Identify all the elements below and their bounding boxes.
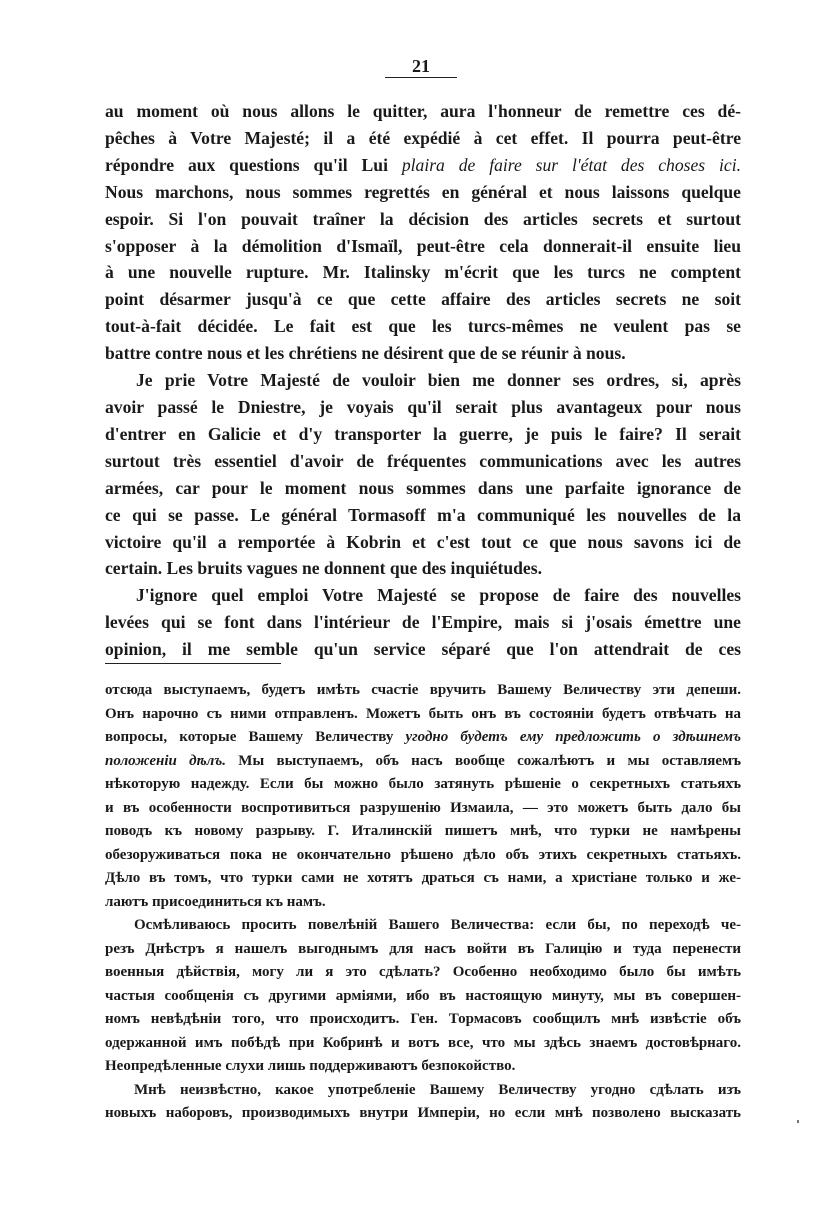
text-line <box>105 773 741 797</box>
french-paragraph <box>105 582 741 663</box>
text-line <box>105 679 741 703</box>
text-segment: отсюда выступаемъ, будетъ имѣть счастіе вручить Вашему Величеству эти депеши. <box>105 682 741 698</box>
text-line <box>105 152 741 179</box>
text-segment: новыхъ наборовъ, производимыхъ внутри Имперіи, но если мнѣ позволено высказать <box>105 1105 741 1121</box>
text-line <box>105 636 741 663</box>
french-paragraph <box>105 98 741 367</box>
text-line <box>105 233 741 260</box>
text-segment: лаютъ присоединиться къ намъ. <box>105 893 326 910</box>
text-line <box>105 820 741 844</box>
page-number: 21 <box>385 56 457 78</box>
text-segment: резъ Днѣстръ я нашелъ выгоднымъ для насъ войти въ Галицію и туда перенести <box>105 940 741 957</box>
text-segment: avoir passé le Dniestre, je voyais qu'il serait plus avantageux pour nous <box>105 396 741 417</box>
text-line <box>105 938 741 962</box>
text-segment: pêches à Votre Majesté; il a été expédié à cet effet. Il pourra peut-être <box>105 127 741 148</box>
text-segment: Мы выступаемъ, объ насъ вообще сожалѣютъ и мы оставляемъ <box>225 752 741 769</box>
text-segment: répondre aux questions qu'il Lui <box>105 154 402 175</box>
russian-paragraph <box>105 914 741 1079</box>
text-line <box>105 726 741 750</box>
italic-text: угодно будетъ ему предложить о здѣшнемъ <box>405 729 741 745</box>
text-segment: au moment où nous allons le quitter, aura l'honneur de remettre ces dé- <box>105 101 741 121</box>
text-line <box>105 475 741 502</box>
text-segment: opinion, il me semble qu'un service séparé que l'on attendrait de ces <box>105 639 741 660</box>
text-line <box>105 555 741 582</box>
text-segment: point désarmer jusqu'à ce que cette affaire des articles secrets ne soit <box>105 289 741 310</box>
russian-paragraph <box>105 679 741 914</box>
text-segment: battre contre nous et les chrétiens ne désirent que de se réunir à nous. <box>105 343 626 364</box>
footnote-separator <box>105 663 281 664</box>
text-line <box>105 286 741 313</box>
text-line <box>105 1079 741 1103</box>
text-segment: поводъ къ новому разрыву. Г. Италинскій пишетъ мнѣ, что турки не намѣрены <box>105 823 741 839</box>
text-line <box>105 750 741 774</box>
text-line <box>105 502 741 529</box>
text-segment: Мнѣ неизвѣстно, какое употребленіе Вашему Величеству угодно сдѣлать изъ <box>134 1081 741 1098</box>
text-segment: нѣкоторую надежду. Если бы можно было затянуть рѣшеніе о секретныхъ статьяхъ <box>105 776 741 792</box>
italic-text: plaira de faire sur l'état des choses ici. <box>401 154 741 175</box>
text-line <box>105 914 741 938</box>
text-line <box>105 1032 741 1056</box>
text-segment: levées qui se font dans l'intérieur de l'Empire, mais si j'osais émettre une <box>105 612 741 633</box>
french-paragraph <box>105 367 741 582</box>
text-line <box>105 1008 741 1032</box>
text-line <box>105 98 741 125</box>
text-line <box>105 1055 741 1079</box>
text-segment: surtout très essentiel d'avoir de fréquentes communications avec les autres <box>105 450 741 471</box>
text-line <box>105 448 741 475</box>
text-segment: s'opposer à la démolition d'Ismaïl, peut-être cela donnerait-il ensuite lieu <box>105 235 741 256</box>
text-segment: Nous marchons, nous sommes regrettés en général et nous laissons quelque <box>105 181 741 202</box>
text-line <box>105 961 741 985</box>
text-segment: d'entrer en Galicie et d'y transporter la guerre, je puis le faire? Il serait <box>105 423 741 444</box>
text-segment: военныя дѣйствія, могу ли я это сдѣлать? Особенно необходимо было бы имѣть <box>105 964 741 980</box>
french-text <box>105 98 741 663</box>
text-line <box>105 206 741 233</box>
text-segment: обезоруживаться пока не окончательно рѣшено дѣло объ этихъ секретныхъ статьяхъ. <box>105 846 741 863</box>
text-segment: certain. Les bruits vagues ne donnent que des inquiétudes. <box>105 558 542 579</box>
russian-translation <box>105 679 741 1126</box>
text-line <box>105 179 741 206</box>
text-line <box>105 394 741 421</box>
text-line <box>105 582 741 609</box>
text-segment: Дѣло въ томъ, что турки сами не хотятъ драться съ нами, а христіане только и же- <box>105 870 741 886</box>
text-line <box>105 985 741 1009</box>
italic-text: положеніи дѣлъ. <box>105 752 226 769</box>
text-segment: Онъ нарочно съ ними отправленъ. Можетъ быть онъ въ состояніи будетъ отвѣчать на <box>105 705 741 722</box>
text-segment: номъ невѣдѣніи того, что происходитъ. Ген. Тормасовъ сообщилъ мнѣ извѣстіе объ <box>105 1011 741 1027</box>
text-line <box>105 1102 741 1126</box>
text-segment: victoire qu'il a remportée à Kobrin et c'est tout ce que nous savons ici de <box>105 531 741 552</box>
text-line <box>105 891 741 915</box>
text-segment: espoir. Si l'on pouvait traîner la décision des articles secrets et surtout <box>105 208 741 229</box>
text-line <box>105 797 741 821</box>
text-line <box>105 125 741 152</box>
text-segment: à une nouvelle rupture. Mr. Italinsky m'écrit que les turcs ne comptent <box>105 262 741 283</box>
text-line <box>105 259 741 286</box>
text-line <box>105 313 741 340</box>
text-segment: J'ignore quel emploi Votre Majesté se propose de faire des nouvelles <box>136 585 741 606</box>
text-line <box>105 844 741 868</box>
russian-paragraph <box>105 1079 741 1126</box>
text-segment: armées, car pour le moment nous sommes dans une parfaite ignorance de <box>105 477 741 498</box>
text-segment: ce qui se passe. Le général Tormasoff m'a communiqué les nouvelles de la <box>105 504 741 525</box>
text-segment: вопросы, которые Вашему Величеству <box>105 729 406 745</box>
text-line <box>105 340 741 367</box>
text-line <box>105 609 741 636</box>
text-line <box>105 421 741 448</box>
text-segment: и въ особенности воспротивиться разрушенію Измаила, — это можетъ быть дало бы <box>105 799 741 816</box>
text-line <box>105 703 741 727</box>
text-segment: частыя сообщенія съ другими арміями, ибо въ настоящую минуту, мы въ совершен- <box>105 987 741 1004</box>
text-line <box>105 367 741 394</box>
text-segment: Неопредѣленные слухи лишь поддерживаютъ безпокойство. <box>105 1058 516 1074</box>
scan-speck <box>797 1120 799 1123</box>
text-line <box>105 529 741 556</box>
text-segment: tout-à-fait décidée. Le fait est que les turcs-mêmes ne veulent pas se <box>105 316 741 337</box>
text-segment: Осмѣливаюсь просить повелѣній Вашего Величества: если бы, по переходѣ че- <box>134 917 741 933</box>
text-line <box>105 867 741 891</box>
text-segment: Je prie Votre Majesté de vouloir bien me donner ses ordres, si, après <box>136 370 741 391</box>
text-segment: одержанной имъ побѣдѣ при Кобринѣ и вотъ все, что мы здѣсь знаемъ достовѣрнаго. <box>105 1034 741 1051</box>
